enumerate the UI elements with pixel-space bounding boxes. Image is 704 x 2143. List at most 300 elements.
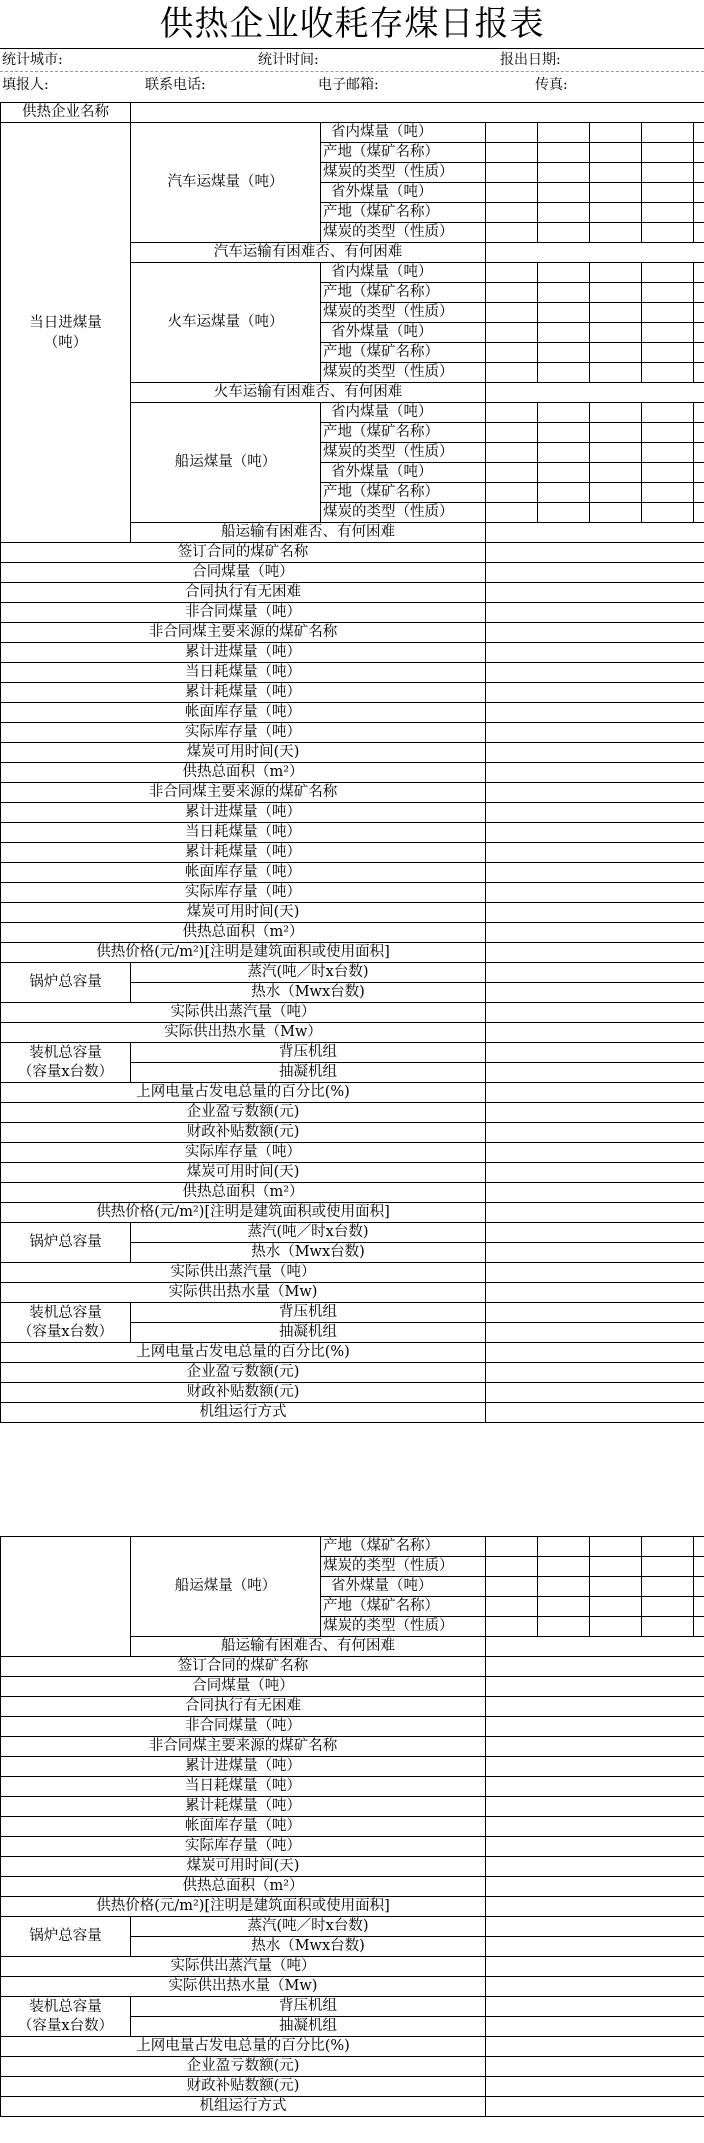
cell[interactable] — [486, 1937, 704, 1957]
cell[interactable] — [486, 123, 538, 143]
cell[interactable] — [486, 623, 704, 643]
cell[interactable] — [642, 283, 694, 303]
cell[interactable] — [486, 783, 704, 803]
cell[interactable] — [486, 803, 704, 823]
boiler-cap-label: 锅炉总容量 — [1, 1917, 131, 1957]
cell[interactable] — [486, 1897, 704, 1917]
cell[interactable] — [486, 2017, 704, 2037]
row-label: 热水（Mwx台数) — [131, 983, 486, 1003]
row-label: 煤炭可用时间(天) — [1, 1857, 486, 1877]
cell[interactable] — [642, 303, 694, 323]
phone-label: 联系电话: — [145, 77, 206, 93]
row-label: 财政补贴数额(元) — [1, 2077, 486, 2097]
row-label: 煤炭可用时间(天) — [1, 743, 486, 763]
stat-time-label: 统计时间: — [258, 52, 319, 68]
row-label: 上网电量占发电总量的百分比(%) — [1, 1083, 486, 1103]
cell[interactable] — [486, 683, 704, 703]
row-label: 帐面库存量（吨） — [1, 1817, 486, 1837]
cell[interactable] — [694, 1577, 704, 1597]
row-label: 省外煤量（吨） — [321, 1577, 486, 1597]
row-label: 省外煤量（吨） — [321, 323, 486, 343]
cell[interactable] — [486, 1063, 704, 1083]
cell[interactable] — [694, 1597, 704, 1617]
cell[interactable] — [694, 123, 704, 143]
cell[interactable] — [486, 1737, 704, 1757]
cell[interactable] — [486, 1797, 704, 1817]
cell[interactable] — [694, 1617, 704, 1637]
cell[interactable] — [486, 1637, 704, 1657]
cell[interactable] — [694, 283, 704, 303]
cell[interactable] — [486, 903, 704, 923]
daily-in-label: 当日进煤量 （吨） — [1, 123, 131, 543]
row-label: 蒸汽(吨／时x台数) — [131, 1917, 486, 1937]
cell[interactable] — [486, 743, 704, 763]
cell[interactable] — [642, 263, 694, 283]
gen-cap-label: 装机总容量 （容量x台数） — [1, 1043, 131, 1083]
report-title: 供热企业收耗存煤日报表 — [159, 4, 545, 44]
row-label: 企业盈亏数额(元) — [1, 1363, 486, 1383]
cell[interactable] — [486, 463, 538, 483]
cell[interactable] — [590, 283, 642, 303]
cell[interactable] — [486, 1123, 704, 1143]
cell[interactable] — [486, 1283, 704, 1303]
row-label: 产地（煤矿名称） — [321, 343, 486, 363]
cell[interactable] — [590, 1577, 642, 1597]
cell[interactable] — [486, 483, 538, 503]
row-label: 省内煤量（吨） — [321, 403, 486, 423]
cell[interactable] — [486, 303, 538, 323]
truck-difficulty-label: 汽车运输有困难否、有何困难 — [131, 243, 486, 263]
cell[interactable] — [486, 963, 704, 983]
cell[interactable] — [642, 343, 694, 363]
cell[interactable] — [590, 183, 642, 203]
cell[interactable] — [538, 263, 590, 283]
cell[interactable] — [486, 263, 538, 283]
ship-label: 船运煤量（吨） — [131, 1537, 321, 1637]
cell[interactable] — [590, 1557, 642, 1577]
cell[interactable] — [486, 1383, 704, 1403]
cell[interactable] — [486, 1957, 704, 1977]
cell[interactable] — [486, 923, 704, 943]
cell[interactable] — [538, 163, 590, 183]
cell[interactable] — [694, 263, 704, 283]
cell[interactable] — [486, 1183, 704, 1203]
cell[interactable] — [486, 1877, 704, 1897]
cell[interactable] — [590, 1617, 642, 1637]
cell[interactable] — [486, 363, 538, 383]
row-label: 煤炭的类型（性质） — [321, 363, 486, 383]
row-label: 签订合同的煤矿名称 — [1, 543, 486, 563]
cell[interactable] — [486, 1323, 704, 1343]
cell[interactable] — [486, 1977, 704, 1997]
cell[interactable] — [538, 1577, 590, 1597]
cell[interactable] — [642, 1537, 694, 1557]
cell[interactable] — [486, 843, 704, 863]
row-label: 产地（煤矿名称） — [321, 143, 486, 163]
ship-label: 船运煤量（吨） — [131, 403, 321, 523]
gen-cap-label: 装机总容量 （容量x台数） — [1, 1997, 131, 2037]
row-label: 实际库存量（吨） — [1, 1143, 486, 1163]
row-label: 实际供出蒸汽量（吨） — [1, 1003, 486, 1023]
cell[interactable] — [538, 423, 590, 443]
cell[interactable] — [538, 403, 590, 423]
cell[interactable] — [486, 323, 538, 343]
row-label: 产地（煤矿名称） — [321, 483, 486, 503]
row-label: 供热总面积（m²） — [1, 923, 486, 943]
cell[interactable] — [590, 123, 642, 143]
row-label: 合同煤量（吨） — [1, 1677, 486, 1697]
row-label: 累计进煤量（吨） — [1, 643, 486, 663]
cell[interactable] — [486, 1717, 704, 1737]
row-label: 财政补贴数额(元) — [1, 1383, 486, 1403]
cell[interactable] — [486, 1303, 704, 1323]
cell[interactable] — [486, 2077, 704, 2097]
report-table-page2 — [0, 1536, 704, 2117]
cell[interactable] — [694, 183, 704, 203]
cell[interactable] — [642, 443, 694, 463]
row-label: 上网电量占发电总量的百分比(%) — [1, 1343, 486, 1363]
cell[interactable] — [590, 403, 642, 423]
cell[interactable] — [642, 123, 694, 143]
cell[interactable] — [590, 323, 642, 343]
row-label: 背压机组 — [131, 1303, 486, 1323]
cell[interactable] — [694, 363, 704, 383]
cell[interactable] — [486, 1343, 704, 1363]
cell[interactable] — [590, 503, 642, 523]
cell[interactable] — [538, 223, 590, 243]
cell[interactable] — [694, 1537, 704, 1557]
cell[interactable] — [642, 463, 694, 483]
cell[interactable] — [486, 1083, 704, 1103]
row-label: 当日耗煤量（吨） — [1, 663, 486, 683]
row-label: 实际供出热水量（Mw) — [1, 1283, 486, 1303]
cell[interactable] — [694, 463, 704, 483]
train-label: 火车运煤量（吨） — [131, 263, 321, 383]
cell[interactable] — [590, 263, 642, 283]
row-label: 机组运行方式 — [1, 2097, 486, 2117]
cell[interactable] — [538, 183, 590, 203]
row-label: 产地（煤矿名称） — [321, 1597, 486, 1617]
cell[interactable] — [486, 863, 704, 883]
row-label: 供热总面积（m²） — [1, 1877, 486, 1897]
cell[interactable] — [486, 343, 538, 363]
row-label: 省外煤量（吨） — [321, 463, 486, 483]
row-label: 省内煤量（吨） — [321, 123, 486, 143]
cell[interactable] — [486, 943, 704, 963]
cell[interactable] — [486, 1917, 704, 1937]
cell[interactable] — [486, 1363, 704, 1383]
cell[interactable] — [486, 1537, 538, 1557]
cell[interactable] — [538, 323, 590, 343]
row-label: 当日耗煤量（吨） — [1, 823, 486, 843]
cell[interactable] — [694, 303, 704, 323]
row-label: 产地（煤矿名称） — [321, 203, 486, 223]
cell[interactable] — [486, 643, 704, 663]
cell[interactable] — [486, 1557, 538, 1577]
cell — [1, 1537, 131, 1657]
cell[interactable] — [486, 1577, 538, 1597]
cell[interactable] — [694, 323, 704, 343]
cell[interactable] — [486, 423, 538, 443]
row-label: 上网电量占发电总量的百分比(%) — [1, 2037, 486, 2057]
cell[interactable] — [538, 463, 590, 483]
cell[interactable] — [538, 363, 590, 383]
cell[interactable] — [486, 1857, 704, 1877]
cell[interactable] — [642, 323, 694, 343]
boiler-cap-label: 锅炉总容量 — [1, 963, 131, 1003]
cell[interactable] — [642, 423, 694, 443]
row-label: 累计耗煤量（吨） — [1, 843, 486, 863]
row-label: 供热总面积（m²） — [1, 763, 486, 783]
cell[interactable] — [486, 163, 538, 183]
row-label: 累计耗煤量（吨） — [1, 683, 486, 703]
cell[interactable] — [694, 503, 704, 523]
cell[interactable] — [538, 483, 590, 503]
row-label: 供热总面积（m²） — [1, 1183, 486, 1203]
filler-label: 填报人: — [2, 77, 49, 93]
cell[interactable] — [486, 1223, 704, 1243]
truck-label: 汽车运煤量（吨） — [131, 123, 321, 243]
email-label: 电子邮箱: — [318, 77, 379, 93]
row-label: 煤炭的类型（性质） — [321, 503, 486, 523]
row-label: 抽凝机组 — [131, 1063, 486, 1083]
cell[interactable] — [538, 123, 590, 143]
cell[interactable] — [694, 343, 704, 363]
cell[interactable] — [486, 1817, 704, 1837]
boiler-cap-label: 锅炉总容量 — [1, 1223, 131, 1263]
row-label: 蒸汽(吨／时x台数) — [131, 1223, 486, 1243]
cell[interactable] — [486, 883, 704, 903]
cell[interactable] — [486, 1203, 704, 1223]
row-label: 累计耗煤量（吨） — [1, 1797, 486, 1817]
row-label: 背压机组 — [131, 1043, 486, 1063]
cell[interactable] — [642, 363, 694, 383]
cell[interactable] — [486, 443, 538, 463]
cell[interactable] — [694, 403, 704, 423]
row-label: 供热价格(元/m²)[注明是建筑面积或使用面积] — [1, 943, 486, 963]
company-name-label: 供热企业名称 — [1, 103, 131, 123]
cell[interactable] — [486, 1163, 704, 1183]
row-label: 非合同煤量（吨） — [1, 1717, 486, 1737]
cell[interactable] — [486, 283, 538, 303]
cell[interactable] — [642, 163, 694, 183]
cell[interactable] — [486, 823, 704, 843]
cell[interactable] — [642, 503, 694, 523]
cell[interactable] — [642, 203, 694, 223]
cell[interactable] — [694, 423, 704, 443]
cell[interactable] — [486, 183, 538, 203]
fax-label: 传真: — [535, 77, 568, 93]
row-label: 热水（Mwx台数) — [131, 1937, 486, 1957]
cell[interactable] — [486, 1777, 704, 1797]
cell[interactable] — [590, 423, 642, 443]
cell[interactable] — [694, 1557, 704, 1577]
row-label: 供热价格(元/m²)[注明是建筑面积或使用面积] — [1, 1897, 486, 1917]
cell[interactable] — [642, 1597, 694, 1617]
row-label: 实际供出热水量（Mw) — [1, 1977, 486, 1997]
cell[interactable] — [538, 203, 590, 223]
cell[interactable] — [590, 363, 642, 383]
row-label: 产地（煤矿名称） — [321, 283, 486, 303]
cell[interactable] — [538, 303, 590, 323]
cell[interactable] — [538, 283, 590, 303]
row-label: 热水（Mwx台数) — [131, 1243, 486, 1263]
cell[interactable] — [642, 403, 694, 423]
row-label: 机组运行方式 — [1, 1403, 486, 1423]
row-label: 实际库存量（吨） — [1, 723, 486, 743]
cell[interactable] — [590, 1537, 642, 1557]
row-label: 合同煤量（吨） — [1, 563, 486, 583]
row-label: 煤炭的类型（性质） — [321, 1617, 486, 1637]
cell[interactable] — [486, 523, 704, 543]
cell[interactable] — [486, 1617, 538, 1637]
cell[interactable] — [694, 163, 704, 183]
cell[interactable] — [590, 163, 642, 183]
cell[interactable] — [486, 223, 538, 243]
cell[interactable] — [486, 243, 704, 263]
row-label: 抽凝机组 — [131, 1323, 486, 1343]
cell[interactable] — [590, 203, 642, 223]
ship-difficulty-label: 船运输有困难否、有何困难 — [131, 1637, 486, 1657]
cell[interactable] — [486, 2097, 704, 2117]
cell[interactable] — [486, 763, 704, 783]
row-label: 实际供出蒸汽量（吨） — [1, 1263, 486, 1283]
row-label: 抽凝机组 — [131, 2017, 486, 2037]
cell[interactable] — [590, 343, 642, 363]
row-label: 实际供出蒸汽量（吨） — [1, 1957, 486, 1977]
row-label: 财政补贴数额(元) — [1, 1123, 486, 1143]
cell[interactable] — [486, 703, 704, 723]
report-date-label: 报出日期: — [500, 52, 561, 68]
row-label: 煤炭的类型（性质） — [321, 1557, 486, 1577]
cell[interactable] — [642, 1617, 694, 1637]
row-label: 累计进煤量（吨） — [1, 1757, 486, 1777]
cell[interactable] — [486, 1103, 704, 1123]
cell[interactable] — [538, 143, 590, 163]
row-label: 实际库存量（吨） — [1, 1837, 486, 1857]
gen-cap-label: 装机总容量 （容量x台数） — [1, 1303, 131, 1343]
cell[interactable] — [486, 1043, 704, 1063]
company-name-value[interactable] — [131, 103, 704, 123]
cell[interactable] — [694, 203, 704, 223]
row-label: 煤炭可用时间(天) — [1, 903, 486, 923]
cell[interactable] — [642, 223, 694, 243]
cell[interactable] — [642, 1577, 694, 1597]
row-label: 煤炭的类型（性质） — [321, 303, 486, 323]
cell[interactable] — [538, 343, 590, 363]
cell[interactable] — [486, 1997, 704, 2017]
row-label: 当日耗煤量（吨） — [1, 1777, 486, 1797]
cell[interactable] — [590, 143, 642, 163]
cell[interactable] — [486, 723, 704, 743]
row-label: 实际库存量（吨） — [1, 883, 486, 903]
row-label: 煤炭的类型（性质） — [321, 223, 486, 243]
row-label: 蒸汽(吨／时x台数) — [131, 963, 486, 983]
row-label: 煤炭的类型（性质） — [321, 163, 486, 183]
cell[interactable] — [486, 1837, 704, 1857]
cell[interactable] — [590, 443, 642, 463]
row-label: 非合同煤主要来源的煤矿名称 — [1, 1737, 486, 1757]
cell[interactable] — [538, 503, 590, 523]
cell[interactable] — [486, 1263, 704, 1283]
cell[interactable] — [486, 663, 704, 683]
cell[interactable] — [642, 143, 694, 163]
cell[interactable] — [486, 143, 538, 163]
cell[interactable] — [486, 503, 538, 523]
row-label: 帐面库存量（吨） — [1, 703, 486, 723]
cell[interactable] — [486, 583, 704, 603]
row-label: 累计进煤量（吨） — [1, 803, 486, 823]
cell[interactable] — [486, 403, 538, 423]
row-label: 背压机组 — [131, 1997, 486, 2017]
cell[interactable] — [486, 543, 704, 563]
cell[interactable] — [538, 1597, 590, 1617]
row-label: 省内煤量（吨） — [321, 263, 486, 283]
cell[interactable] — [642, 483, 694, 503]
cell[interactable] — [538, 443, 590, 463]
stat-city-label: 统计城市: — [2, 52, 63, 68]
cell[interactable] — [486, 1757, 704, 1777]
cell[interactable] — [486, 983, 704, 1003]
ship-difficulty-label: 船运输有困难否、有何困难 — [131, 523, 486, 543]
row-label: 签订合同的煤矿名称 — [1, 1657, 486, 1677]
train-difficulty-label: 火车运输有困难否、有何困难 — [131, 383, 486, 403]
cell[interactable] — [590, 303, 642, 323]
row-label: 产地（煤矿名称） — [321, 1537, 486, 1557]
cell[interactable] — [486, 2037, 704, 2057]
cell[interactable] — [590, 483, 642, 503]
row-label: 煤炭的类型（性质） — [321, 443, 486, 463]
row-label: 合同执行有无困难 — [1, 1697, 486, 1717]
cell[interactable] — [590, 463, 642, 483]
cell[interactable] — [486, 1657, 704, 1677]
cell[interactable] — [694, 143, 704, 163]
cell[interactable] — [538, 1617, 590, 1637]
row-label: 非合同煤主要来源的煤矿名称 — [1, 623, 486, 643]
cell[interactable] — [694, 443, 704, 463]
cell[interactable] — [538, 1537, 590, 1557]
cell[interactable] — [694, 483, 704, 503]
row-label: 非合同煤主要来源的煤矿名称 — [1, 783, 486, 803]
cell[interactable] — [486, 203, 538, 223]
row-label: 非合同煤量（吨） — [1, 603, 486, 623]
cell[interactable] — [486, 1023, 704, 1043]
cell[interactable] — [486, 1697, 704, 1717]
row-label: 合同执行有无困难 — [1, 583, 486, 603]
cell[interactable] — [486, 1003, 704, 1023]
cell[interactable] — [486, 1243, 704, 1263]
cell[interactable] — [486, 563, 704, 583]
cell[interactable] — [486, 1403, 704, 1423]
row-label: 企业盈亏数额(元) — [1, 1103, 486, 1123]
row-label: 产地（煤矿名称） — [321, 423, 486, 443]
cell[interactable] — [590, 1597, 642, 1617]
row-label: 帐面库存量（吨） — [1, 863, 486, 883]
cell[interactable] — [486, 1597, 538, 1617]
cell[interactable] — [486, 1143, 704, 1163]
row-label: 供热价格(元/m²)[注明是建筑面积或使用面积] — [1, 1203, 486, 1223]
cell[interactable] — [642, 1557, 694, 1577]
cell[interactable] — [486, 2057, 704, 2077]
cell[interactable] — [486, 603, 704, 623]
cell[interactable] — [486, 383, 704, 403]
cell[interactable] — [538, 1557, 590, 1577]
cell[interactable] — [590, 223, 642, 243]
cell[interactable] — [486, 1677, 704, 1697]
cell[interactable] — [642, 183, 694, 203]
cell[interactable] — [694, 223, 704, 243]
report-table-page1 — [0, 102, 704, 1423]
